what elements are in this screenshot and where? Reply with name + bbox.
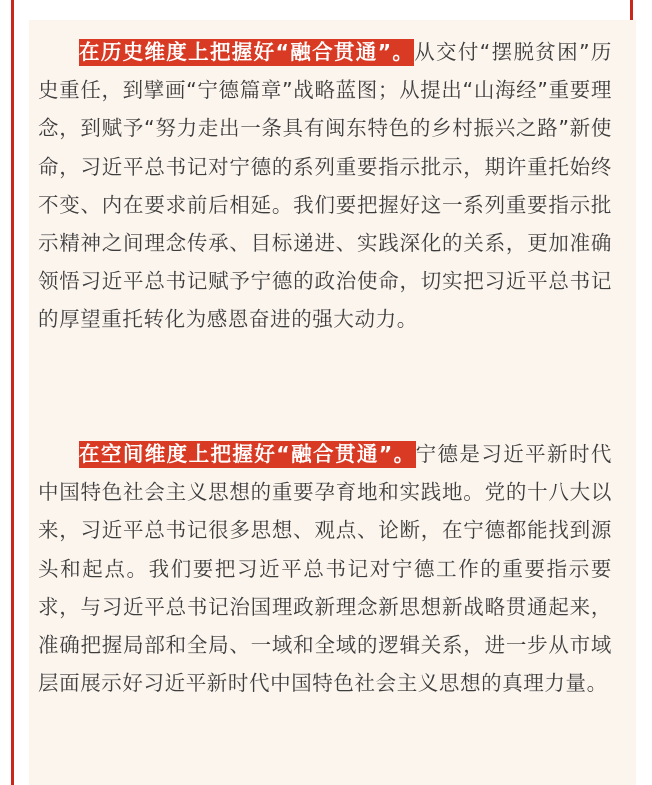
highlight-heading-space: 在空间维度上把握好“融合贯通”。	[79, 442, 416, 466]
highlight-heading-history: 在历史维度上把握好“融合贯通”。	[79, 40, 415, 64]
paragraph-body-history: 从交付“摆脱贫困”历史重任，到擘画“宁德篇章”战略蓝图；从提出“山海经”重要理念，到赋予“努力走出一条具有闽东特色的乡村振兴之路”新使命，习近平总书记对宁德的系列重要指示批示，期许重托始终不变、内在要求前后相延。我们要把握好这一系列重要指示批示精神之间理念传承、目标递进、实践深化的关系，更加准确领悟习近平总书记赋予宁德的政治使命，切实把习近平总书记的厚望重托转化为感恩奋进的强大动力。	[38, 40, 612, 332]
paragraph-body-space: 宁德是习近平新时代中国特色社会主义思想的重要孕育地和实践地。党的十八大以来，习近平总书记很多思想、观点、论断，在宁德都能找到源头和起点。我们要把习近平总书记对宁德工作的重要指示要求，与习近平总书记治国理政新理念新思想新战略贯通起来，准确把握局部和全局、一域和全域的逻辑关系，进一步从市域层面展示好习近平新时代中国特色社会主义思想的真理力量。	[38, 442, 612, 696]
article-paragraph-space	[38, 435, 612, 702]
article-paragraph-history	[38, 33, 612, 339]
